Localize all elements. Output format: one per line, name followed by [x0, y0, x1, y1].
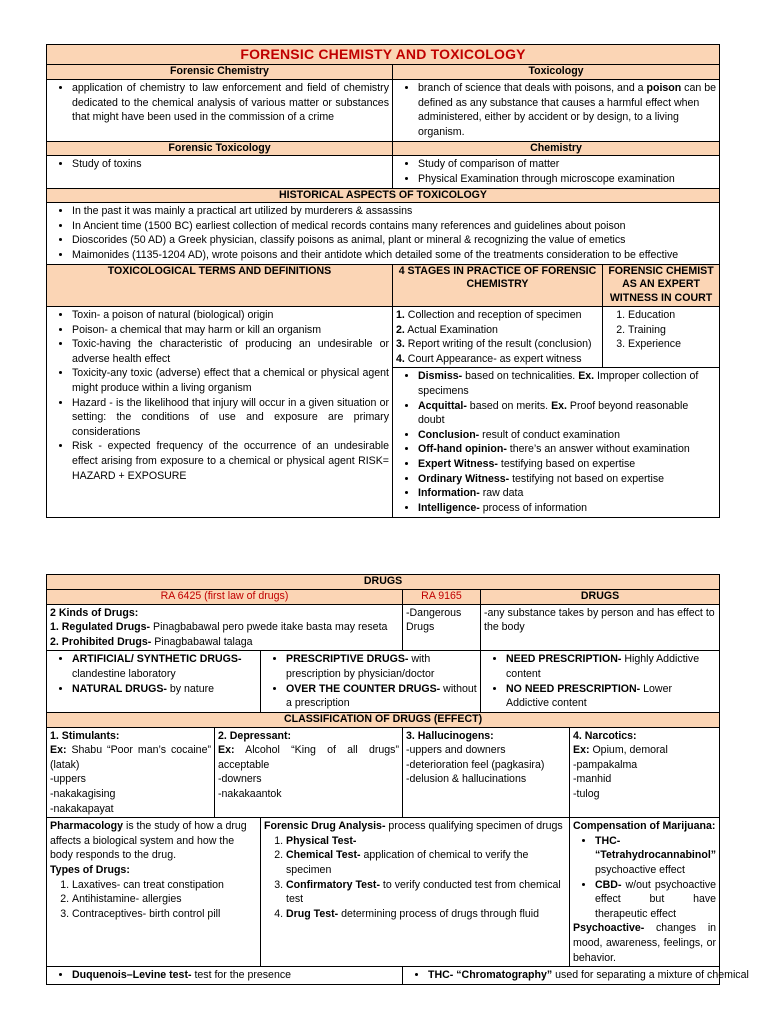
drug-addictive-types — [481, 651, 720, 712]
stimulants-cell: 1. Stimulants: Ex: Shabu “Poor man’s cocaine” (latak) -uppers -nakakagising -nakakapayat — [47, 727, 215, 818]
list-item: • Dioscorides (50 AD) a Greek physician, classify poisons as animal, plant or mineral & recognizing the value of emetics — [72, 233, 716, 248]
list-item: • NEED PRESCRIPTION- Highly Addictive content — [506, 652, 716, 681]
ra9165-heading: RA 9165 — [403, 589, 481, 604]
list-item: • Conclusion- result of conduct examination — [418, 428, 716, 443]
forensic-toxicology-list — [47, 156, 393, 188]
list-item: • Toxic-having the characteristic of producing an undesirable or adverse health effect — [72, 337, 389, 366]
list-item: • THC- “Chromatography” used for separating a mixture of chemical — [428, 968, 716, 983]
list-item: • THC- “Tetrahydrocannabinol” psychoactive effect — [595, 834, 716, 878]
list-item: • Ordinary Witness- testifying not based on expertise — [418, 472, 716, 487]
list-item: • OVER THE COUNTER DRUGS- without a prescription — [286, 682, 477, 711]
list-item: • In Ancient time (1500 BC) earliest collection of medical records contains many references and guidelines about poison — [72, 219, 716, 234]
forensic-chemistry-table — [46, 44, 720, 518]
list-item: 1. Laxatives- can treat constipation — [72, 878, 257, 893]
list-item: • Toxicity-any toxic (adverse) effect that a chemical or physical agent might produce within a living organism — [72, 366, 389, 395]
list-item: 2. Training — [628, 323, 716, 338]
list-item: • PRESCRIPTIVE DRUGS- with prescription by physician/doctor — [286, 652, 477, 681]
historical-list — [47, 203, 720, 264]
narcotics-cell: 4. Narcotics: Ex: Opium, demoral -pampakalma -manhid -tulog — [570, 727, 720, 818]
definition-text: • branch of science that deals with poisons, and a poison can be defined as any substance that causes a harmful effect when administered, either by accident or by design, to a living organism. — [418, 81, 716, 139]
drug-origin-types — [47, 651, 261, 712]
list-item: 1. Education — [628, 308, 716, 323]
drug-prescription-types — [261, 651, 481, 712]
forensic-chemistry-heading: Forensic Chemistry — [47, 65, 393, 80]
list-item: 3. Experience — [628, 337, 716, 352]
pharmacology-cell: Pharmacology is the study of how a drug affects a biological system and how the body responds to the drug. Types of Drugs: 1. Laxatives- can treat constipation 2. Antihistamine- allergies 3. Contraceptives- birth control pill — [47, 818, 261, 967]
kinds-of-drugs: 2 Kinds of Drugs: 1. Regulated Drugs- Pinagbabawal pero pwede itake basta may reseta 2. Prohibited Drugs- Pinagbabawal talaga — [47, 604, 403, 651]
list-item: • Study of toxins — [72, 157, 389, 172]
forensic-chemistry-definition — [47, 80, 393, 141]
list-item: • Toxin- a poison of natural (biological) origin — [72, 308, 389, 323]
chemistry-list — [393, 156, 720, 188]
forensic-toxicology-heading: Forensic Toxicology — [47, 141, 393, 156]
drugs-column-heading: DRUGS — [481, 589, 720, 604]
list-item: • In the past it was mainly a practical art utilized by murderers & assassins — [72, 204, 716, 219]
chemistry-heading: Chemistry — [393, 141, 720, 156]
list-item: • NO NEED PRESCRIPTION- Lower Addictive content — [506, 682, 716, 711]
depressant-cell: 2. Depressant: Ex: Alcohol “King of all drugs” acceptable -downers -nakakaantok — [215, 727, 403, 818]
drugs-title: DRUGS — [47, 575, 720, 590]
hallucinogens-cell: 3. Hallucinogens: -uppers and downers -deterioration feel (pagkasira) -delusion & hallucinations — [403, 727, 570, 818]
list-item: • ARTIFICIAL/ SYNTHETIC DRUGS- clandestine laboratory — [72, 652, 257, 681]
drugs-table — [46, 574, 749, 985]
list-item: 3. Contraceptives- birth control pill — [72, 907, 257, 922]
sheet-title: FORENSIC CHEMISTY AND TOXICOLOGY — [47, 45, 720, 65]
list-item: 2. Prohibited Drugs- Pinagbabawal talaga — [50, 635, 253, 648]
terms-heading: TOXICOLOGICAL TERMS AND DEFINITIONS — [47, 264, 393, 306]
list-item: 4. Drug Test- determining process of drugs through fluid — [286, 907, 566, 922]
stages-heading: 4 STAGES IN PRACTICE OF FORENSIC CHEMISTRY — [393, 264, 603, 306]
list-item: • Study of comparison of matter — [418, 157, 716, 172]
historical-heading: HISTORICAL ASPECTS OF TOXICOLOGY — [47, 188, 720, 203]
expert-heading: FORENSIC CHEMIST AS AN EXPERT WITNESS IN COURT — [603, 264, 720, 306]
expert-list — [603, 307, 720, 368]
chromatography-row — [403, 967, 749, 985]
definition-text: • application of chemistry to law enforcement and field of chemistry dedicated to the chemical analysis of various matter or substances that might have been used in the commission of a crime — [72, 81, 389, 125]
list-item: • Physical Examination through microscope examination — [418, 172, 716, 187]
list-item: 4. Court Appearance- as expert witness — [396, 352, 582, 365]
stages-list — [393, 307, 603, 368]
list-item: • Poison- a chemical that may harm or kill an organism — [72, 323, 389, 338]
drug-analysis-cell: Forensic Drug Analysis- process qualifying specimen of drugs 1. Physical Test- 2. Chemical Test- application of chemical to verify the specimen 3. Confirmatory Test- to verify conducted test from chemical test 4. Drug Test- determining process of drugs through fluid — [261, 818, 570, 967]
list-item: 1. Collection and reception of specimen — [396, 309, 582, 321]
list-item: • Duquenois–Levine test- test for the presence — [72, 968, 399, 983]
list-item: 2. Actual Examination — [396, 323, 498, 336]
terms-list — [47, 307, 393, 518]
list-item: • Risk - expected frequency of the occurrence of an undesirable effect arising from exposure to a chemical or physical agent RISK= HAZARD + EXPOSURE — [72, 439, 389, 483]
list-item: 2. Antihistamine- allergies — [72, 892, 257, 907]
list-item: • Hazard - is the likelihood that injury will occur in a given situation or setting: the conditions of use and exposure are primary considerations — [72, 396, 389, 440]
marijuana-cell: Compensation of Marijuana: • THC- “Tetrahydrocannabinol” psychoactive effect • CBD- w/out psychoactive effect but have therapeutic effect Psychoactive- changes in mood, awareness, feelings, or behavior. — [570, 818, 720, 967]
list-item: 1. Physical Test- — [286, 834, 566, 849]
list-item: • Information- raw data — [418, 486, 716, 501]
dangerous-drugs: -Dangerous Drugs — [403, 604, 481, 651]
court-outcomes-list — [393, 368, 720, 517]
list-item: 3. Confirmatory Test- to verify conducted test from chemical test — [286, 878, 566, 907]
list-item: • CBD- w/out psychoactive effect but have therapeutic effect — [595, 878, 716, 922]
list-item: • Intelligence- process of information — [418, 501, 716, 516]
list-item: • Maimonides (1135-1204 AD), wrote poisons and their antidote which detailed some of the treatments consideration to be effective — [72, 248, 716, 263]
list-item: 1. Regulated Drugs- Pinagbabawal pero pwede itake basta may reseta — [50, 621, 388, 634]
duquenois-levine-row — [47, 967, 403, 985]
list-item: 2. Chemical Test- application of chemical to verify the specimen — [286, 848, 566, 877]
list-item: • Acquittal- based on merits. Ex. Proof beyond reasonable doubt — [418, 399, 716, 428]
list-item: • Off-hand opinion- there’s an answer without examination — [418, 442, 716, 457]
drugs-definition: -any substance takes by person and has effect to the body — [481, 604, 720, 651]
toxicology-heading: Toxicology — [393, 65, 720, 80]
ra6425-heading: RA 6425 (first law of drugs) — [47, 589, 403, 604]
list-item: 3. Report writing of the result (conclusion) — [396, 338, 592, 351]
list-item: • Expert Witness- testifying based on expertise — [418, 457, 716, 472]
classification-heading: CLASSIFICATION OF DRUGS (EFFECT) — [47, 712, 720, 727]
list-item: • Dismiss- based on technicalities. Ex. Improper collection of specimens — [418, 369, 716, 398]
list-item: • NATURAL DRUGS- by nature — [72, 682, 257, 697]
toxicology-definition — [393, 80, 720, 141]
